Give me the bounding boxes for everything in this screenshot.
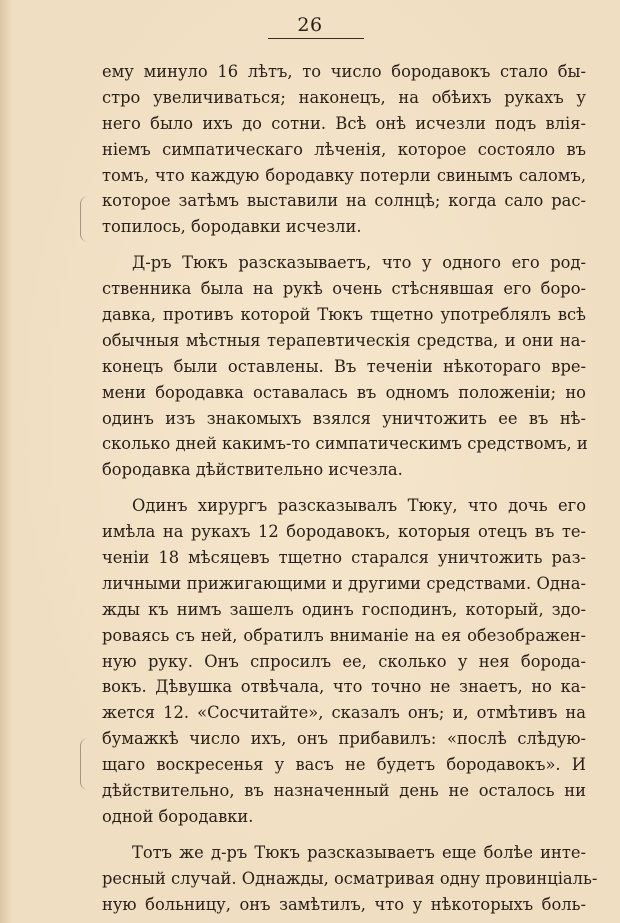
margin-pencil-mark	[80, 196, 91, 242]
page-gutter-shadow	[0, 0, 12, 923]
header-rule	[268, 38, 364, 39]
paragraph	[102, 59, 586, 240]
paragraph	[102, 840, 598, 918]
text-line: роваясь съ ней, обратилъ вниманіе на ея обезображен-	[102, 625, 586, 645]
text-line: бумажкѣ число ихъ, онъ прибавилъ: «послѣ слѣдую-	[102, 729, 586, 749]
text-line: дѣйствительно, въ назначенный день не осталось ни	[102, 781, 586, 801]
text-line: давка, противъ которой Тюкъ тщетно употреблялъ всѣ	[102, 305, 586, 325]
text-line: вокъ. Дѣвушка отвѣчала, что точно не знаетъ, но ка-	[102, 677, 586, 697]
text-line: сколько дней какимъ-то симпатическимъ средствомъ, и	[102, 434, 588, 454]
text-line: щаго воскресенья у васъ не будетъ бородавокъ». И	[102, 755, 586, 775]
text-line: ственника была на рукѣ очень стѣснявшая его боро-	[102, 279, 586, 299]
text-line: обычныя мѣстныя терапевтическія средства, и они на-	[102, 330, 586, 350]
text-line: томъ, что каждую бородавку потерли свинымъ саломъ,	[102, 165, 586, 185]
paragraph	[102, 493, 586, 830]
page-number: 26	[297, 14, 323, 36]
text-line: имѣла на рукахъ 12 бородавокъ, которыя отецъ въ те-	[102, 522, 586, 542]
text-line: ную больницу, онъ замѣтилъ, что у нѣкоторыхъ боль-	[102, 894, 586, 914]
text-line: Тотъ же д-ръ Тюкъ разсказываетъ еще болѣе инте-	[132, 842, 586, 862]
text-line: конецъ были оставлены. Въ теченіи нѣкотораго вре-	[102, 356, 586, 376]
text-line: которое затѣмъ выставили на солнцѣ; когда сало рас-	[102, 191, 586, 211]
text-line: ченіи 18 мѣсяцевъ тщетно старался уничтожить раз-	[102, 548, 586, 568]
text-line: него было ихъ до сотни. Всѣ онѣ исчезли подъ влія-	[102, 113, 586, 133]
text-line: Одинъ хирургъ разсказывалъ Тюку, что дочь его	[132, 496, 586, 516]
text-line: ную руку. Онъ спросилъ ее, сколько у нея борода-	[102, 651, 586, 671]
body-text	[102, 59, 598, 918]
text-line: личными прижигающими и другими средствами. Однa-	[102, 573, 586, 593]
text-line: Д-ръ Тюкъ разсказываетъ, что у одного его род-	[132, 253, 586, 273]
text-line: жды къ нимъ зашелъ одинъ господинъ, который, здо-	[102, 599, 586, 619]
text-line: бородавка дѣйствительно исчезла.	[102, 460, 403, 480]
text-line: стро увеличиваться; наконецъ, на обѣихъ рукахъ у	[102, 87, 586, 107]
text-line: мени бородавка оставалась въ одномъ положеніи; но	[102, 382, 586, 402]
text-line: одинъ изъ знакомыхъ взялся уничтожить ее въ нѣ-	[102, 408, 586, 428]
text-line: ему минуло 16 лѣтъ, то число бородавокъ стало бы-	[102, 62, 586, 81]
text-line: одной бородавки.	[102, 806, 254, 826]
text-line: ніемъ симпатическаго лѣченія, которое состояло въ	[102, 139, 586, 159]
text-line: ресный случай. Однажды, осматривая одну провинціаль-	[102, 868, 598, 888]
margin-pencil-mark	[80, 738, 91, 790]
paragraph	[102, 250, 586, 483]
text-line: жется 12. «Сосчитайте», сказалъ онъ; и, отмѣтивъ на	[102, 703, 586, 723]
text-line: топилось, бородавки исчезли.	[102, 217, 362, 237]
